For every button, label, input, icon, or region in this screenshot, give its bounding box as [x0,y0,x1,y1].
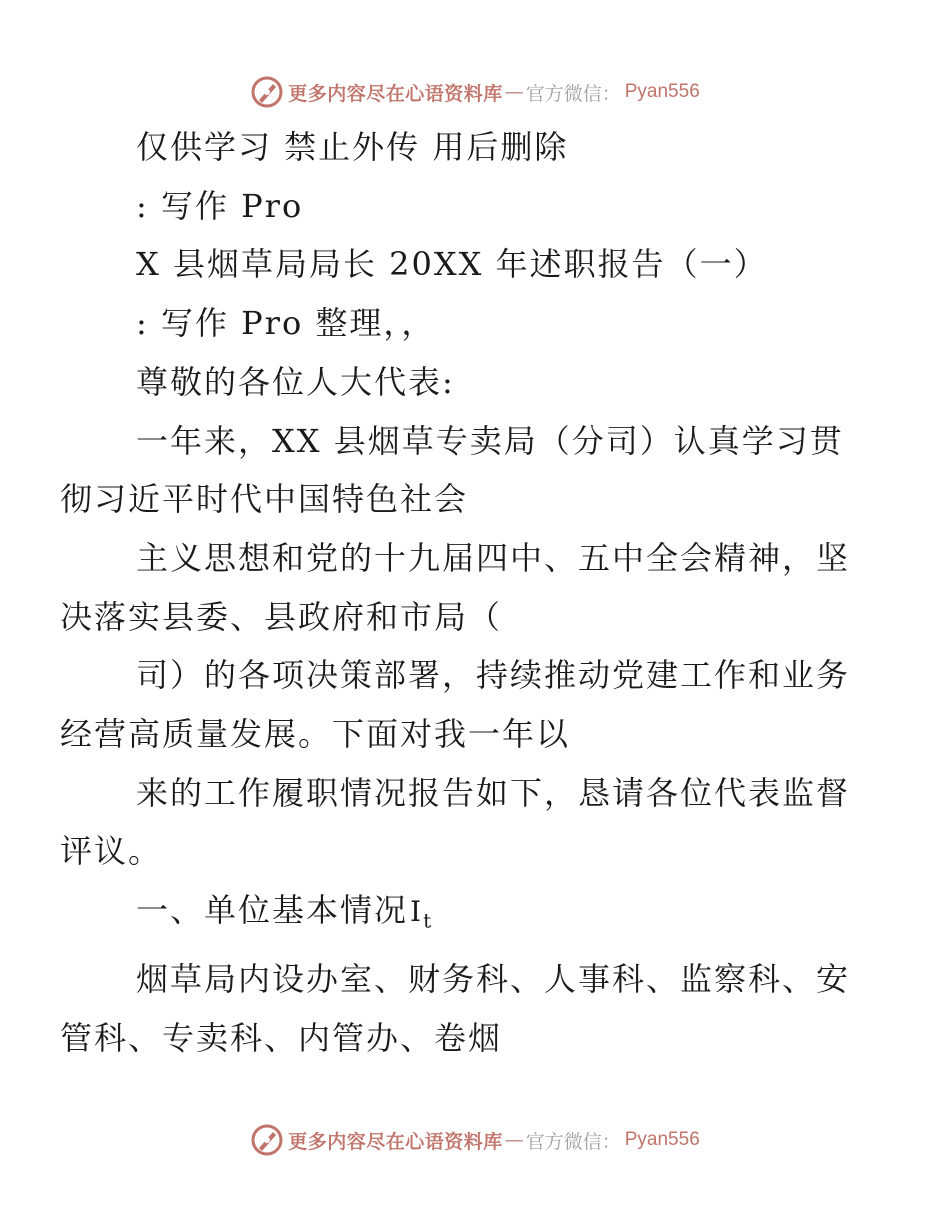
watermark-wechat-label: 官方微信： [525,1130,621,1153]
stray-mark: $I_t$ [410,895,434,933]
doc-line: 仅供学习 禁止外传 用后删除 [136,128,569,166]
doc-line: : 写作 Pro 整理，， [136,304,436,343]
doc-title: X 县烟草局局长 20XX 年述职报告（一） [136,245,768,284]
watermark-wechat-id: Pyan556 [624,1129,700,1150]
doc-line: : 写作 Pro [136,186,304,225]
watermark-site-text: 更多内容尽在心语资料库 [288,82,503,105]
doc-paragraph: 一年来，XX 县烟草专卖局（分司）认真学习贯 彻习近平时代中国特色社会 [60,421,844,519]
watermark-dash: — [504,1129,524,1151]
doc-paragraph: 主义思想和党的十九届四中、五中全会精神，坚 决落实县委、县政府和市局（ [60,538,851,636]
doc-paragraph: 烟草局内设办室、财务科、人事科、监察科、安 管科、专卖科、内管办、卷烟 [60,960,851,1058]
pen-logo-icon [250,75,284,109]
doc-salutation: 尊敬的各位人大代表: [136,362,455,401]
watermark-wechat-id: Pyan556 [624,81,700,102]
pen-logo-icon [250,1123,284,1157]
watermark-dash: — [504,81,524,103]
watermark-wechat-label: 官方微信： [525,82,621,105]
watermark-site-text: 更多内容尽在心语资料库 [288,1130,503,1153]
watermark-footer [0,1120,950,1160]
document-body [60,118,858,1068]
doc-paragraph: 司）的各项决策部署，持续推动党建工作和业务 经营高质量发展。下面对我一年以 [60,656,851,754]
doc-paragraph: 来的工作履职情况报告如下，恳请各位代表监督 评议。 [60,773,851,871]
doc-section-heading: 一、单位基本情况$I_t$ [136,891,434,933]
watermark-header [0,72,950,112]
